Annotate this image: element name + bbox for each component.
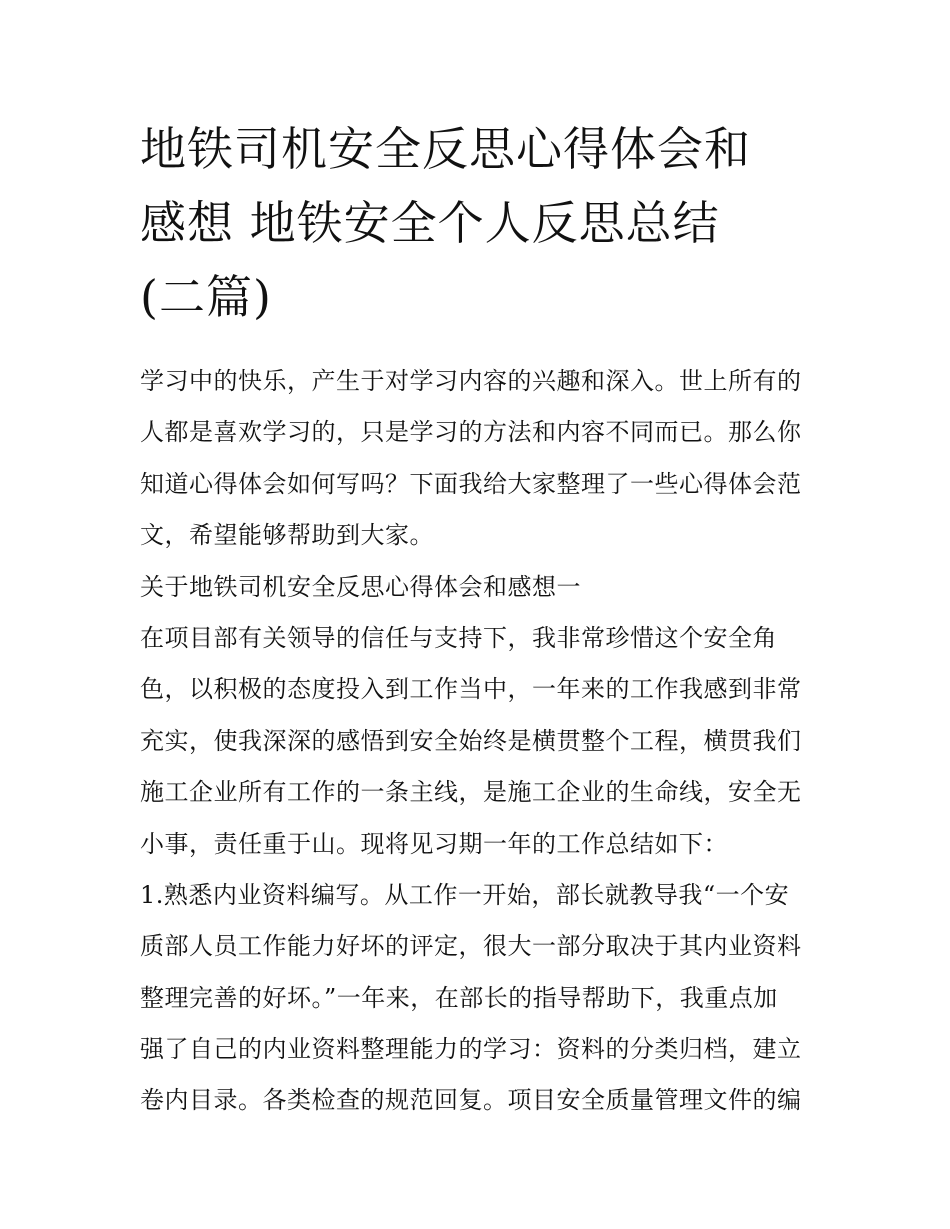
intro-line-2: 人都是喜欢学习的，只是学习的方法和内容不同而已。那么你	[140, 418, 802, 447]
intro-line-3: 知道心得体会如何写吗？下面我给大家整理了一些心得体会范	[140, 469, 802, 498]
title-line-1: 地铁司机安全反思心得体会和	[140, 122, 751, 176]
document-title	[140, 112, 840, 334]
paragraph-line: 施工企业所有工作的一条主线，是施工企业的生命线，安全无	[140, 778, 802, 807]
list-item-line: 质部人员工作能力好坏的评定，很大一部分取决于其内业资料	[140, 932, 802, 961]
title-line-2: 感想 地铁安全个人反思总结	[140, 196, 720, 250]
intro-line-4: 文，希望能够帮助到大家。	[140, 521, 434, 550]
list-item-line: 整理完善的好坏。”一年来，在部长的指导帮助下，我重点加	[140, 983, 778, 1012]
intro-line-1: 学习中的快乐，产生于对学习内容的兴趣和深入。世上所有的	[140, 367, 802, 395]
document-body	[140, 356, 820, 1127]
paragraph-line: 充实，使我深深的感悟到安全始终是横贯整个工程，横贯我们	[140, 726, 802, 755]
section-heading: 关于地铁司机安全反思心得体会和感想一	[140, 572, 581, 601]
paragraph-line: 小事，责任重于山。现将见习期一年的工作总结如下：	[140, 829, 728, 858]
list-item-line: 卷内目录。各类检查的规范回复。项目安全质量管理文件的编	[140, 1086, 802, 1115]
list-item-line: 1.熟悉内业资料编写。从工作一开始，部长就教导我“一个安	[140, 880, 790, 909]
paragraph-line: 在项目部有关领导的信任与支持下，我非常珍惜这个安全角	[140, 623, 777, 652]
title-line-3: (二篇)	[140, 270, 272, 324]
paragraph-line: 色，以积极的态度投入到工作当中，一年来的工作我感到非常	[140, 675, 802, 704]
list-item-line: 强了自己的内业资料整理能力的学习：资料的分类归档，建立	[140, 1035, 802, 1064]
